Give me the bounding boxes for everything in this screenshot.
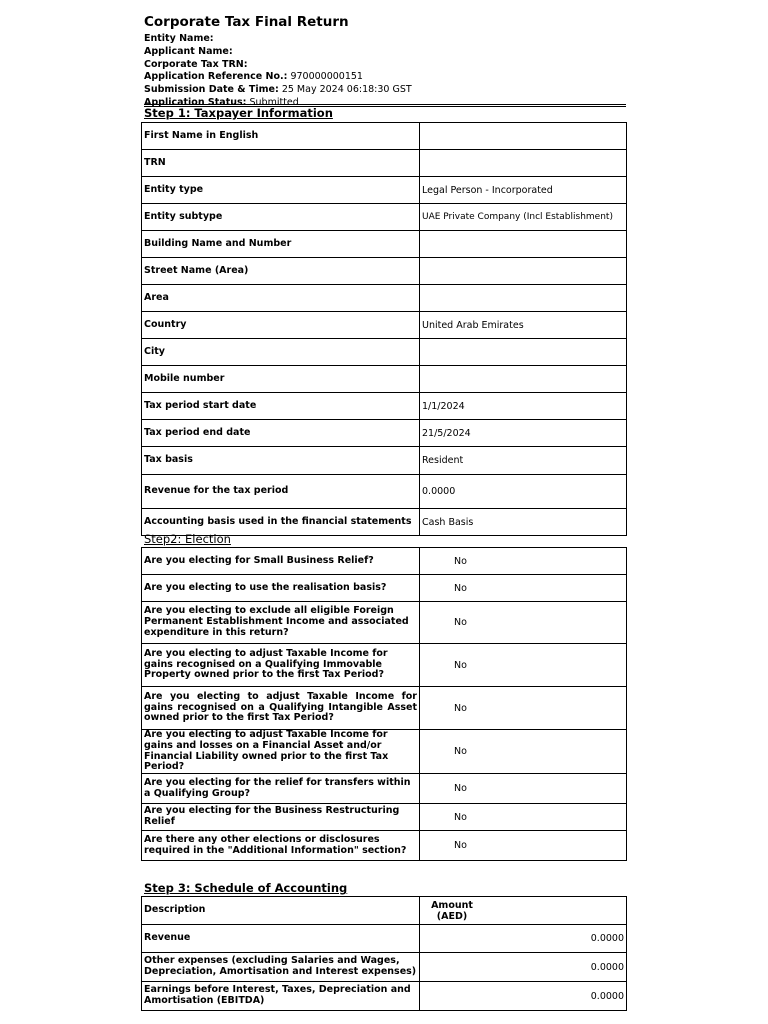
column-header-amount <box>420 897 627 925</box>
row-label: Revenue <box>142 925 420 953</box>
amount-header-line1: Amount <box>431 899 473 911</box>
row-value: No <box>420 644 627 687</box>
row-label: Tax period end date <box>142 420 420 447</box>
table-row <box>142 953 627 982</box>
field-label: Application Status: <box>144 96 247 108</box>
table-row <box>142 123 627 150</box>
row-value: Legal Person - Incorporated <box>420 177 627 204</box>
table-row <box>142 150 627 177</box>
entity-name-field <box>144 33 626 46</box>
table-header-row <box>142 897 627 925</box>
table-row <box>142 774 627 804</box>
row-label: First Name in English <box>142 123 420 150</box>
row-label: Mobile number <box>142 366 420 393</box>
table-row <box>142 982 627 1011</box>
row-value <box>420 339 627 366</box>
table-row <box>142 602 627 644</box>
step3-title: Step 3: Schedule of Accounting <box>144 881 348 895</box>
row-label: Tax period start date <box>142 393 420 420</box>
row-value: Resident <box>420 447 627 475</box>
row-label: Are there any other elections or disclosures required in the "Additional Information" section? <box>142 831 420 861</box>
table-row <box>142 831 627 861</box>
row-label: Tax basis <box>142 447 420 475</box>
row-label: Are you electing to adjust Taxable Income for gains recognised on a Qualifying Intangible Asset owned prior to the first Tax Period? <box>142 687 420 730</box>
field-label: Submission Date & Time: <box>144 84 279 96</box>
row-label: Are you electing to use the realisation basis? <box>142 575 420 602</box>
amount-header <box>422 900 482 922</box>
submission-date-field <box>144 84 626 97</box>
row-value <box>420 231 627 258</box>
table-row <box>142 644 627 687</box>
field-value: 25 May 2024 06:18:30 GST <box>281 84 412 96</box>
field-label: Applicant Name: <box>144 45 233 57</box>
row-label: Entity subtype <box>142 204 420 231</box>
row-value: No <box>420 774 627 804</box>
row-value: 0.0000 <box>420 925 627 953</box>
column-header-description: Description <box>142 897 420 925</box>
row-label: Entity type <box>142 177 420 204</box>
row-value <box>420 123 627 150</box>
table-row <box>142 258 627 285</box>
table-row <box>142 447 627 475</box>
row-label: Are you electing for the relief for transfers within a Qualifying Group? <box>142 774 420 804</box>
row-label: Are you electing to adjust Taxable Income for gains and losses on a Financial Asset and/or Financial Liability owned prior to the first Tax Period? <box>142 730 420 774</box>
field-label: Entity Name: <box>144 33 214 44</box>
row-label: Building Name and Number <box>142 231 420 258</box>
divider <box>144 104 626 105</box>
table-row <box>142 548 627 575</box>
taxpayer-info-table <box>141 122 627 536</box>
row-value: No <box>420 831 627 861</box>
row-value: 0.0000 <box>420 475 627 509</box>
table-row <box>142 204 627 231</box>
row-value: No <box>420 602 627 644</box>
row-value: No <box>420 687 627 730</box>
row-label: Are you electing to adjust Taxable Income for gains recognised on a Qualifying Immovable Property owned prior to the first Tax Period? <box>142 644 420 687</box>
trn-field <box>144 59 626 72</box>
row-label: Other expenses (excluding Salaries and Wages, Depreciation, Amortisation and Interest expenses) <box>142 953 420 982</box>
table-row <box>142 366 627 393</box>
row-value <box>420 258 627 285</box>
table-row <box>142 312 627 339</box>
table-row <box>142 393 627 420</box>
row-label: Are you electing to exclude all eligible Foreign Permanent Establishment Income and associated expenditure in this return? <box>142 602 420 644</box>
header-fields <box>144 33 626 110</box>
field-label: Corporate Tax TRN: <box>144 58 248 70</box>
row-label: Street Name (Area) <box>142 258 420 285</box>
row-value: Cash Basis <box>420 509 627 536</box>
field-value: Submitted <box>249 96 299 108</box>
row-label: Revenue for the tax period <box>142 475 420 509</box>
row-value <box>420 285 627 312</box>
applicant-name-field <box>144 46 626 59</box>
reference-number-field <box>144 71 626 84</box>
table-row <box>142 575 627 602</box>
row-label: Area <box>142 285 420 312</box>
row-label: Earnings before Interest, Taxes, Depreciation and Amortisation (EBITDA) <box>142 982 420 1011</box>
row-label: Accounting basis used in the financial statements <box>142 509 420 536</box>
election-table <box>141 547 627 861</box>
row-value: No <box>420 548 627 575</box>
row-value <box>420 150 627 177</box>
table-row <box>142 475 627 509</box>
row-label: TRN <box>142 150 420 177</box>
row-value: United Arab Emirates <box>420 312 627 339</box>
table-row <box>142 285 627 312</box>
tax-return-document <box>144 14 626 1006</box>
row-value: 1/1/2024 <box>420 393 627 420</box>
schedule-of-accounting-table <box>141 896 627 1011</box>
row-value <box>420 366 627 393</box>
table-row <box>142 925 627 953</box>
row-label: Are you electing for the Business Restructuring Relief <box>142 804 420 831</box>
row-value: 0.0000 <box>420 982 627 1011</box>
table-row <box>142 177 627 204</box>
step1-title: Step 1: Taxpayer Information <box>144 106 333 120</box>
table-row <box>142 730 627 774</box>
row-value: UAE Private Company (Incl Establishment) <box>420 204 627 231</box>
table-row <box>142 339 627 366</box>
table-row <box>142 231 627 258</box>
amount-header-line2: (AED) <box>436 910 468 922</box>
step2-title: Step2: Election <box>144 532 231 546</box>
table-row <box>142 420 627 447</box>
row-value: No <box>420 730 627 774</box>
document-title: Corporate Tax Final Return <box>144 14 349 30</box>
field-label: Application Reference No.: <box>144 71 288 83</box>
table-row <box>142 804 627 831</box>
row-value: No <box>420 575 627 602</box>
row-value: No <box>420 804 627 831</box>
row-label: Are you electing for Small Business Relief? <box>142 548 420 575</box>
row-value: 21/5/2024 <box>420 420 627 447</box>
row-label: Country <box>142 312 420 339</box>
table-row <box>142 687 627 730</box>
field-value: 970000000151 <box>290 71 363 83</box>
row-label: City <box>142 339 420 366</box>
row-value: 0.0000 <box>420 953 627 982</box>
